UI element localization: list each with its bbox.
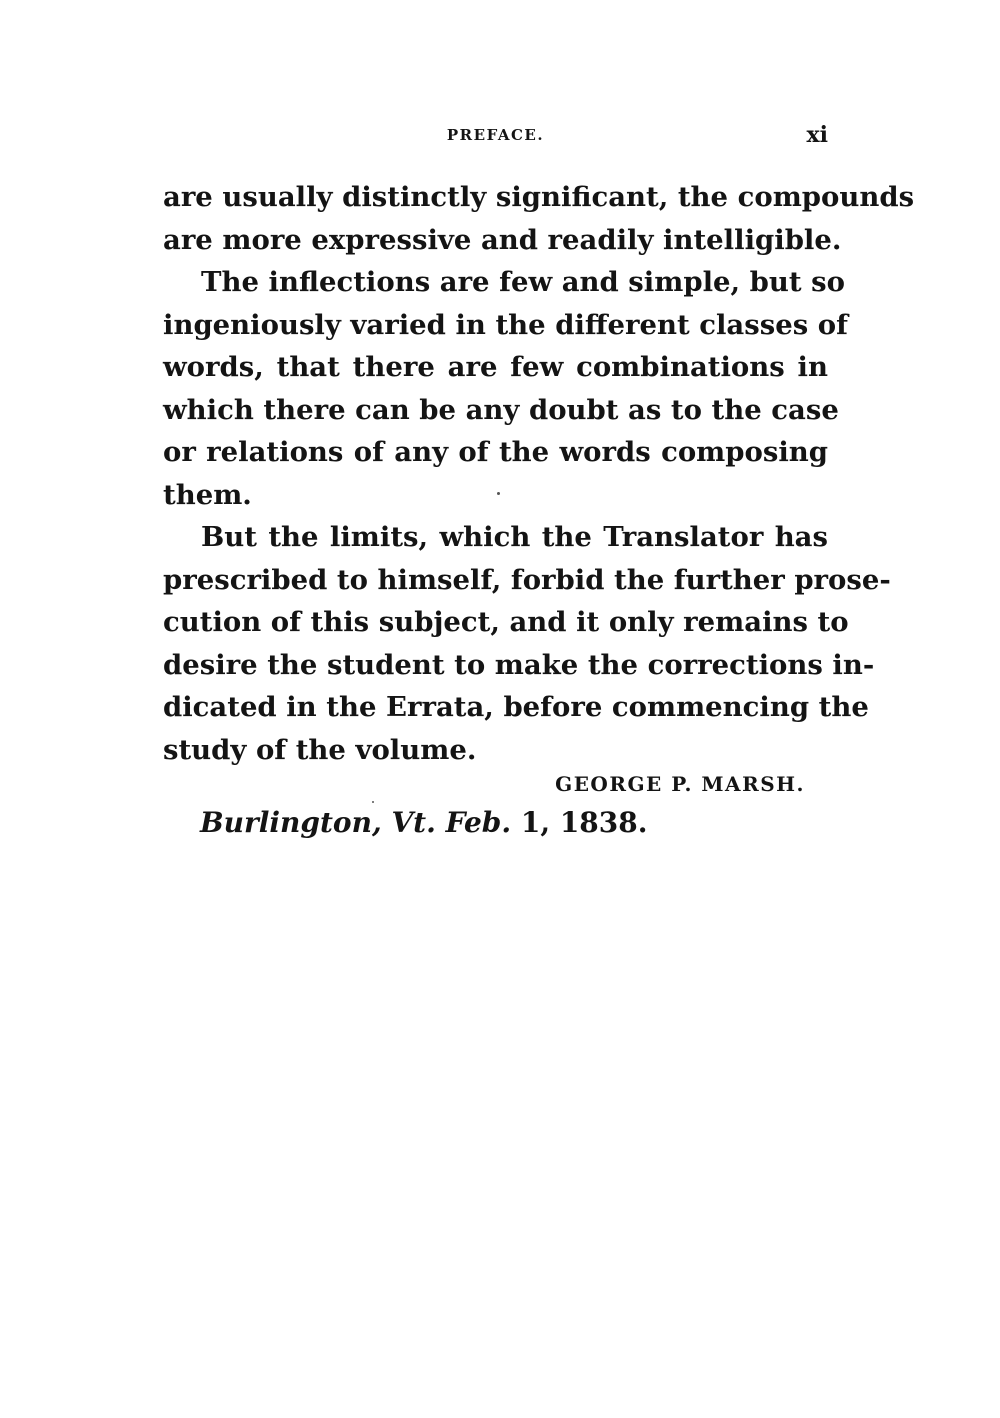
text-line: cution of this subject, and it only remains to [163, 606, 849, 638]
text-line: dicated in the Errata, before commencing the [163, 691, 869, 723]
text-line: ingeniously varied in the different classes of [163, 308, 848, 341]
text-line: study of the volume. [163, 733, 477, 766]
dateline [200, 806, 648, 839]
paper-speck [497, 492, 500, 495]
text-line: prescribed to himself, forbid the further prose- [163, 563, 891, 596]
text-line: are more expressive and readily intelligible. [163, 223, 842, 256]
dateline-place: Burlington, Vt. Feb. [200, 806, 512, 839]
dateline-date: 1, 1838. [520, 806, 648, 839]
page-number: xi [806, 122, 828, 148]
author-signature: GEORGE P. MARSH. [555, 772, 805, 796]
text-line: are usually distinctly significant, the compounds [163, 181, 915, 213]
preface-body [163, 176, 915, 771]
text-line: words, that there are few combinations in [163, 351, 828, 383]
paper-speck [372, 801, 374, 803]
text-line: them. [163, 478, 252, 511]
section-title: PREFACE. [446, 126, 545, 144]
text-line: But the limits, which the Translator has [201, 521, 828, 553]
running-head [163, 122, 828, 152]
text-line: or relations of any of the words composing [163, 436, 828, 468]
text-line: desire the student to make the corrections in- [163, 648, 875, 681]
text-line: which there can be any doubt as to the case [163, 393, 839, 426]
text-line: The inflections are few and simple, but so [201, 266, 845, 298]
